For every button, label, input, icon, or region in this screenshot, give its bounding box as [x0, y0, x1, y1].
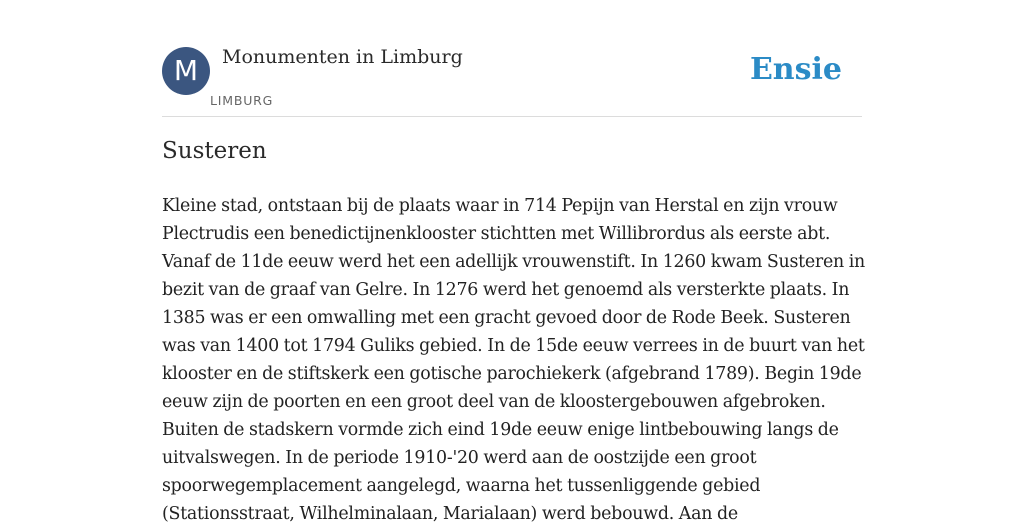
entry-title: Susteren [162, 138, 267, 164]
avatar[interactable]: M [162, 47, 210, 95]
ensie-logo[interactable]: Ensie [749, 52, 842, 87]
site-title[interactable]: Monumenten in Limburg [222, 46, 463, 68]
category-label[interactable]: LIMBURG [210, 93, 274, 108]
entry-text: Kleine stad, ontstaan bij de plaats waar in 714 Pepijn van Herstal en zijn vrouw Plectrudis een benedictijnenklooster stichtten met Willibrordus als eerste abt. Vanaf de 11de eeuw werd het een adellijk vrouwenstift. In 1260 kwam Susteren in bezit van de graaf van Gelre. In 1276 werd het genoemd als versterkte plaats. In 1385 was er een omwalling met een gracht gevoed door de Rode Beek. Susteren was van 1400 tot 1794 Guliks gebied. In de 15de eeuw verrees in de buurt van het klooster en de stiftskerk een gotische parochiekerk (afgebrand 1789). Begin 19de eeuw zijn de poorten en een groot deel van de kloostergebouwen afgebroken. Buiten de stadskern vormde zich eind 19de eeuw enige lintbebouwing langs de uitvalswegen. In de periode 1910-'20 werd aan de oostzijde een groot spoorwegemplacement aangelegd, waarna het tussenliggende gebied (Stationsstraat, Wilhelminalaan, Marialaan) werd bebouwd. Aan de [162, 196, 866, 524]
site-header [162, 44, 862, 117]
